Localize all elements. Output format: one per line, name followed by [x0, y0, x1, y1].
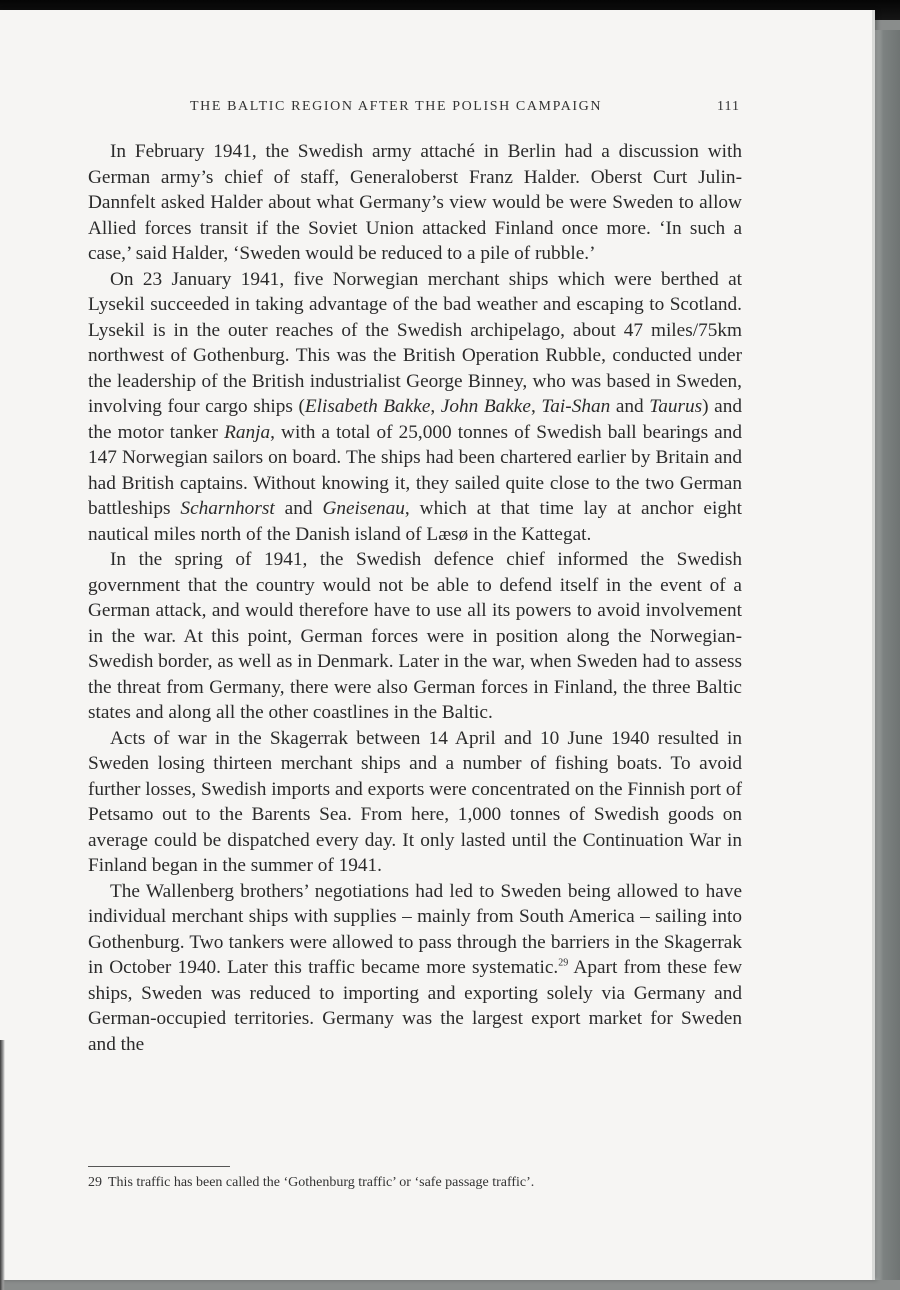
body-paragraph [88, 879, 742, 1058]
italic-text-run: Gneisenau [322, 498, 405, 519]
text-run: In the spring of 1941, the Swedish defence chief informed the Swedish government that the country would not be able to defend itself in the event of a German attack, and would therefore have to use all its powers to avoid involvement in the war. At this point, German forces were in position along the Norwegian-Swedish border, as well as in Denmark. Later in the war, when Sweden had to assess the threat from Germany, there were also German forces in Finland, the three Baltic states and along all the other coastlines in the Baltic. [88, 549, 742, 723]
text-run: and [274, 498, 323, 519]
footnote-number: 29 [88, 1175, 102, 1190]
text-run: , [530, 396, 542, 417]
footnote-divider [88, 1166, 230, 1167]
body-text [88, 139, 742, 1057]
text-run: , [430, 396, 441, 417]
footnote [88, 1174, 742, 1192]
italic-text-run: Taurus [649, 396, 703, 417]
italic-text-run: John Bakke [440, 396, 531, 417]
text-run: , which at that time lay at anchor eight nautical miles north of the Danish island of Læsø in the Kattegat. [88, 498, 742, 545]
body-paragraph [88, 547, 742, 726]
text-run: In February 1941, the Swedish army attaché in Berlin had a discussion with German army’s chief of staff, Generaloberst Franz Halder. Oberst Curt Julin-Dannfelt asked Halder about what Germany’s view would be were Sweden to allow Allied forces transit if the Soviet Union attacked Finland once more. ‘In such a case,’ said Halder, ‘Sweden would be reduced to a pile of rubble.’ [88, 141, 742, 264]
running-header [190, 99, 740, 119]
italic-text-run: Scharnhorst [180, 498, 275, 519]
text-run: On 23 January 1941, five Norwegian merchant ships which were berthed at Lysekil succeeded in taking advantage of the bad weather and escaping to Scotland. Lysekil is in the outer reaches of the Swedish archipelago, about 47 miles/75km northwest of Gothenburg. This was the British Operation Rubble, conducted under the leadership of the British industrialist George Binney, who was based in Sweden, involving four cargo ships ( [88, 268, 742, 417]
text-run: Acts of war in the Skagerrak between 14 April and 10 June 1940 resulted in Sweden losing thirteen merchant ships and a number of fishing boats. To avoid further losses, Swedish imports and exports were concentrated on the Finnish port of Petsamo out to the Barents Sea. From here, 1,000 tonnes of Swedish goods on average could be dispatched every day. It only lasted until the Continuation War in Finland began in the summer of 1941. [88, 727, 742, 876]
page-number: 111 [717, 99, 740, 114]
footnote-reference: 29 [558, 957, 569, 969]
text-run: ) and the motor tanker [88, 396, 743, 443]
scanner-bed-edge [872, 30, 900, 1280]
page-binding-edge [0, 1040, 5, 1290]
body-paragraph [88, 139, 742, 267]
text-run: , with a total of 25,000 tonnes of Swedish ball bearings and 147 Norwegian sailors on board. The ships had been chartered earlier by Britain and had British captains. Without knowing it, they sailed quite close to the two German battleships [88, 421, 743, 519]
text-run: Apart from these few ships, Sweden was reduced to importing and exporting solely via Germany and German-occupied territories. Germany was the largest export market for Sweden and the [88, 957, 743, 1055]
body-paragraph [88, 726, 742, 879]
body-paragraph [88, 267, 742, 548]
text-run: and [610, 396, 650, 417]
running-title: THE BALTIC REGION AFTER THE POLISH CAMPAIGN [190, 99, 603, 114]
footnote-text: This traffic has been called the ‘Gothenburg traffic’ or ‘safe passage traffic’. [108, 1175, 535, 1190]
italic-text-run: Tai-Shan [541, 396, 611, 417]
text-run: The Wallenberg brothers’ negotiations had led to Sweden being allowed to have individual merchant ships with supplies – mainly from South America – sailing into Gothenburg. Two tankers were allowed to pass through the barriers in the Skagerrak in October 1940. Later this traffic became more systematic. [88, 880, 742, 978]
italic-text-run: Ranja [224, 421, 271, 443]
italic-text-run: Elisabeth Bakke [304, 396, 431, 417]
